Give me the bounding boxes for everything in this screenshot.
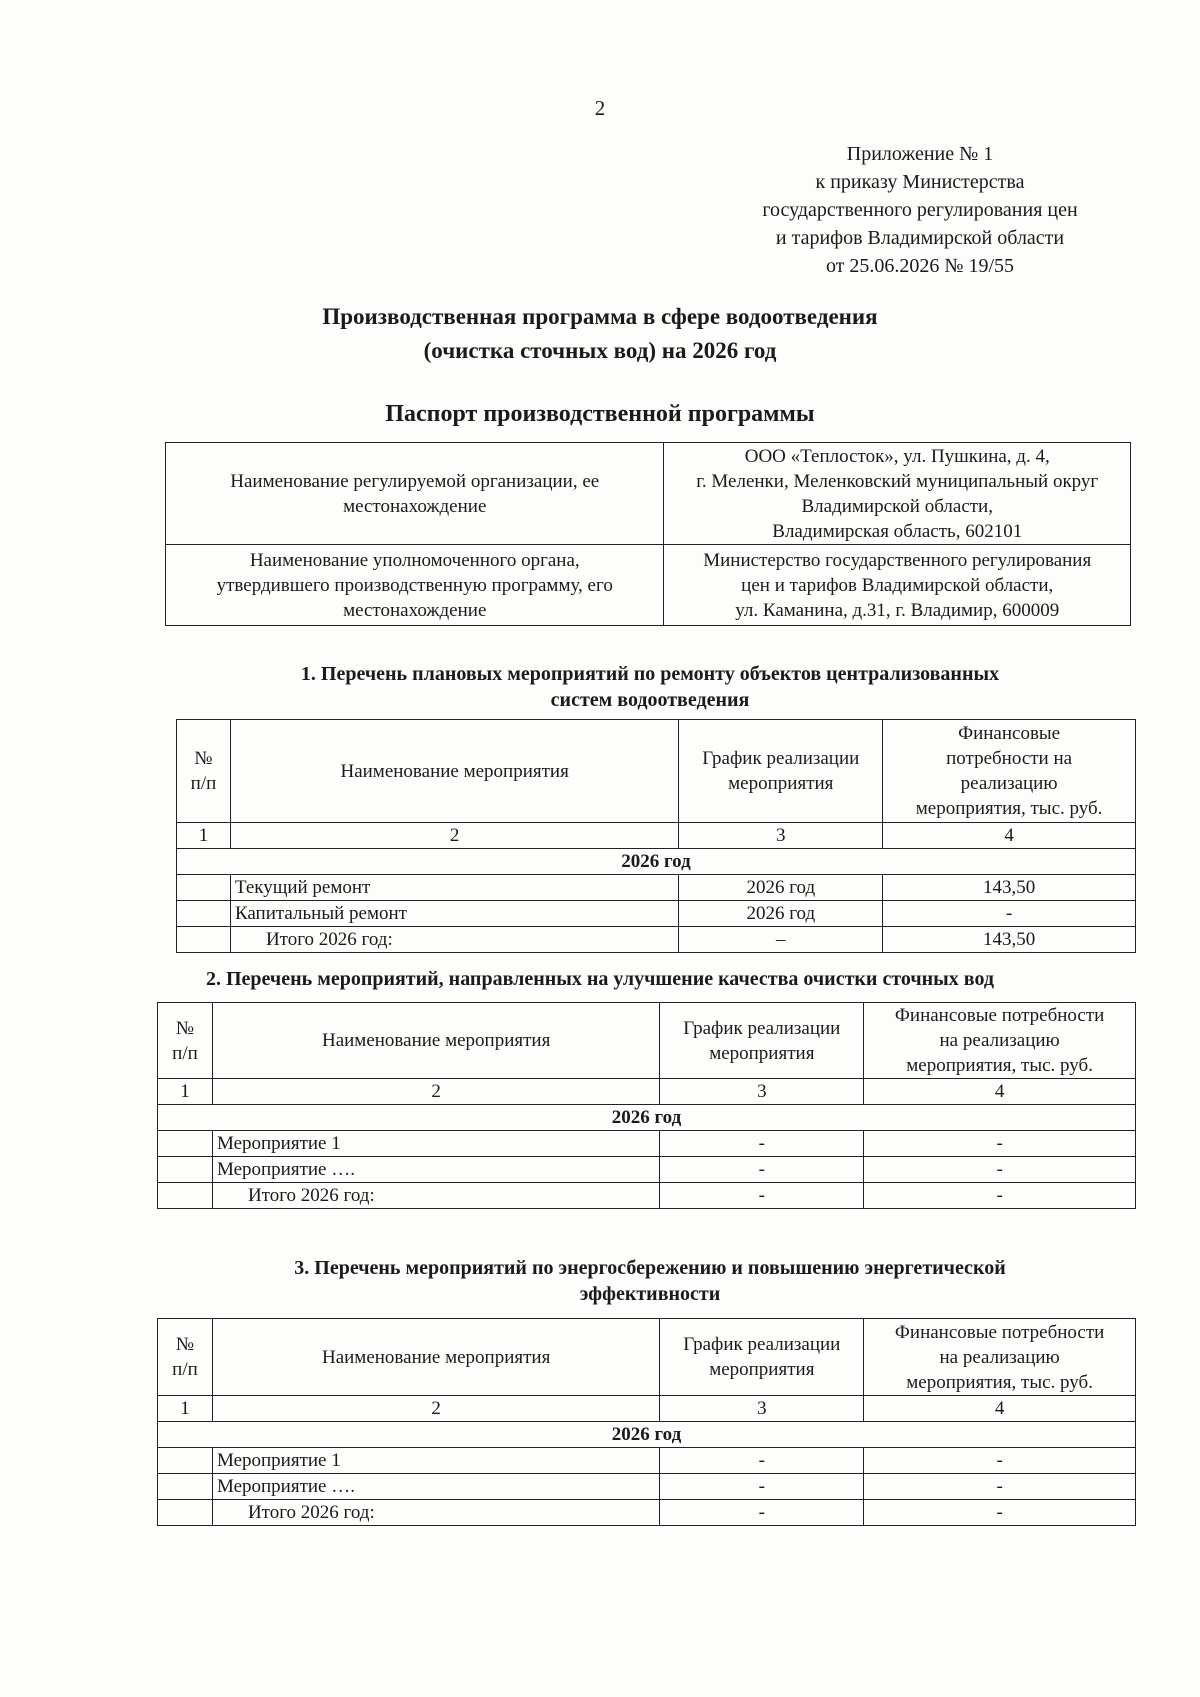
section2-title xyxy=(100,966,1100,992)
appendix-line: к приказу Министерства xyxy=(815,171,1025,193)
header-num: № п/п xyxy=(177,720,231,823)
header-finance: Финансовые потребности на реализацию мероприятия, тыс. руб. xyxy=(864,1003,1136,1079)
row-num xyxy=(158,1448,213,1474)
repair-measures-table xyxy=(176,719,1136,953)
row-finance: 143,50 xyxy=(883,875,1136,901)
year-label: 2026 год xyxy=(158,1105,1136,1131)
document-title-line: (очистка сточных вод) на 2026 год xyxy=(423,338,777,363)
table-row xyxy=(158,1474,1136,1500)
header-finance: Финансовые потребности на реализацию мероприятия, тыс. руб. xyxy=(883,720,1136,823)
header-finance: Финансовые потребности на реализацию мероприятия, тыс. руб. xyxy=(864,1319,1136,1396)
col-number: 3 xyxy=(660,1396,864,1422)
row-name: Мероприятие …. xyxy=(212,1157,659,1183)
column-number-row xyxy=(158,1396,1136,1422)
total-finance: - xyxy=(864,1183,1136,1209)
table-row xyxy=(177,875,1136,901)
value-line: Владимирской области, xyxy=(801,495,993,517)
passport-table xyxy=(165,442,1131,626)
label-line: местонахождение xyxy=(343,599,487,621)
total-label: Итого 2026 год: xyxy=(230,927,678,953)
table-row xyxy=(158,1131,1136,1157)
row-num xyxy=(177,901,231,927)
label-line: утвердившего производственную программу, его xyxy=(216,574,613,596)
header-name: Наименование мероприятия xyxy=(212,1319,659,1396)
header-schedule: График реализации мероприятия xyxy=(660,1319,864,1396)
label-line: Наименование регулируемой организации, ее xyxy=(230,470,600,492)
value-line: цен и тарифов Владимирской области, xyxy=(741,574,1054,596)
year-label: 2026 год xyxy=(177,849,1136,875)
appendix-line: Приложение № 1 xyxy=(846,143,994,165)
col-number: 4 xyxy=(864,1079,1136,1105)
col-number: 4 xyxy=(864,1396,1136,1422)
section-title-line: 2. Перечень мероприятий, направленных на улучшение качества очистки сточных вод xyxy=(206,968,994,990)
row-finance: - xyxy=(864,1131,1136,1157)
year-row xyxy=(158,1105,1136,1131)
row-num xyxy=(158,1157,213,1183)
col-number: 2 xyxy=(212,1079,659,1105)
row-num xyxy=(158,1131,213,1157)
energy-efficiency-table xyxy=(157,1318,1136,1526)
row-schedule: - xyxy=(660,1474,864,1500)
total-schedule: - xyxy=(660,1183,864,1209)
row-name: Текущий ремонт xyxy=(230,875,678,901)
appendix-line: государственного регулирования цен xyxy=(762,199,1078,221)
total-label: Итого 2026 год: xyxy=(212,1500,659,1526)
column-number-row xyxy=(158,1079,1136,1105)
value-line: ул. Каманина, д.31, г. Владимир, 600009 xyxy=(735,599,1060,621)
row-name: Мероприятие …. xyxy=(212,1474,659,1500)
appendix-line: от 25.06.2026 № 19/55 xyxy=(825,255,1015,277)
header-schedule: График реализации мероприятия xyxy=(679,720,883,823)
col-number: 2 xyxy=(212,1396,659,1422)
row-name: Мероприятие 1 xyxy=(212,1131,659,1157)
total-finance: - xyxy=(864,1500,1136,1526)
row-num xyxy=(177,875,231,901)
column-number-row xyxy=(177,823,1136,849)
row-name: Мероприятие 1 xyxy=(212,1448,659,1474)
value-line: Владимирская область, 602101 xyxy=(772,520,1023,542)
document-title xyxy=(0,300,1200,368)
section-title-line: 3. Перечень мероприятий по энергосбережению и повышению энергетической xyxy=(294,1257,1006,1279)
row-schedule: - xyxy=(660,1131,864,1157)
col-number: 2 xyxy=(230,823,678,849)
label-line: Наименование уполномоченного органа, xyxy=(249,549,580,571)
appendix-line: и тарифов Владимирской области xyxy=(775,227,1065,249)
header-num: № п/п xyxy=(158,1319,213,1396)
year-row xyxy=(177,849,1136,875)
passport-row xyxy=(166,443,1131,545)
passport-value xyxy=(664,443,1131,545)
col-number: 4 xyxy=(883,823,1136,849)
total-row xyxy=(158,1183,1136,1209)
table-header-row xyxy=(158,1003,1136,1079)
year-label: 2026 год xyxy=(158,1422,1136,1448)
row-schedule: - xyxy=(660,1448,864,1474)
row-name: Капитальный ремонт xyxy=(230,901,678,927)
total-row xyxy=(177,927,1136,953)
total-label: Итого 2026 год: xyxy=(212,1183,659,1209)
passport-row xyxy=(166,545,1131,626)
label-line: местонахождение xyxy=(343,495,487,517)
passport-label xyxy=(166,545,664,626)
col-number: 3 xyxy=(679,823,883,849)
total-schedule: - xyxy=(660,1500,864,1526)
page-number: 2 xyxy=(594,96,606,120)
table-header-row xyxy=(158,1319,1136,1396)
row-finance: - xyxy=(864,1448,1136,1474)
col-number: 1 xyxy=(158,1396,213,1422)
section-title-line: 1. Перечень плановых мероприятий по ремонту объектов централизованных xyxy=(300,663,1000,685)
total-finance: 143,50 xyxy=(883,927,1136,953)
row-num xyxy=(158,1500,213,1526)
row-schedule: 2026 год xyxy=(679,901,883,927)
row-finance: - xyxy=(864,1474,1136,1500)
section-title-line: систем водоотведения xyxy=(550,689,750,711)
value-line: ООО «Теплосток», ул. Пушкина, д. 4, xyxy=(744,445,1050,467)
row-schedule: 2026 год xyxy=(679,875,883,901)
passport-title: Паспорт производственной программы xyxy=(385,401,815,427)
col-number: 3 xyxy=(660,1079,864,1105)
table-row xyxy=(158,1448,1136,1474)
section3-title xyxy=(150,1255,1150,1307)
year-row xyxy=(158,1422,1136,1448)
row-num xyxy=(158,1474,213,1500)
value-line: Министерство государственного регулирования xyxy=(703,549,1092,571)
header-num: № п/п xyxy=(158,1003,213,1079)
value-line: г. Меленки, Меленковский муниципальный округ xyxy=(696,470,1099,492)
section1-title xyxy=(150,661,1150,713)
row-schedule: - xyxy=(660,1157,864,1183)
row-finance: - xyxy=(864,1157,1136,1183)
appendix-block xyxy=(730,140,1110,280)
header-schedule: График реализации мероприятия xyxy=(660,1003,864,1079)
passport-value xyxy=(664,545,1131,626)
col-number: 1 xyxy=(177,823,231,849)
row-finance: - xyxy=(883,901,1136,927)
table-row xyxy=(177,901,1136,927)
passport-label xyxy=(166,443,664,545)
col-number: 1 xyxy=(158,1079,213,1105)
row-num xyxy=(177,927,231,953)
table-row xyxy=(158,1157,1136,1183)
table-header-row xyxy=(177,720,1136,823)
total-row xyxy=(158,1500,1136,1526)
total-schedule: – xyxy=(679,927,883,953)
header-name: Наименование мероприятия xyxy=(230,720,678,823)
header-name: Наименование мероприятия xyxy=(212,1003,659,1079)
treatment-quality-table xyxy=(157,1002,1136,1209)
section-title-line: эффективности xyxy=(579,1283,721,1305)
row-num xyxy=(158,1183,213,1209)
document-title-line: Производственная программа в сфере водоотведения xyxy=(322,304,878,329)
